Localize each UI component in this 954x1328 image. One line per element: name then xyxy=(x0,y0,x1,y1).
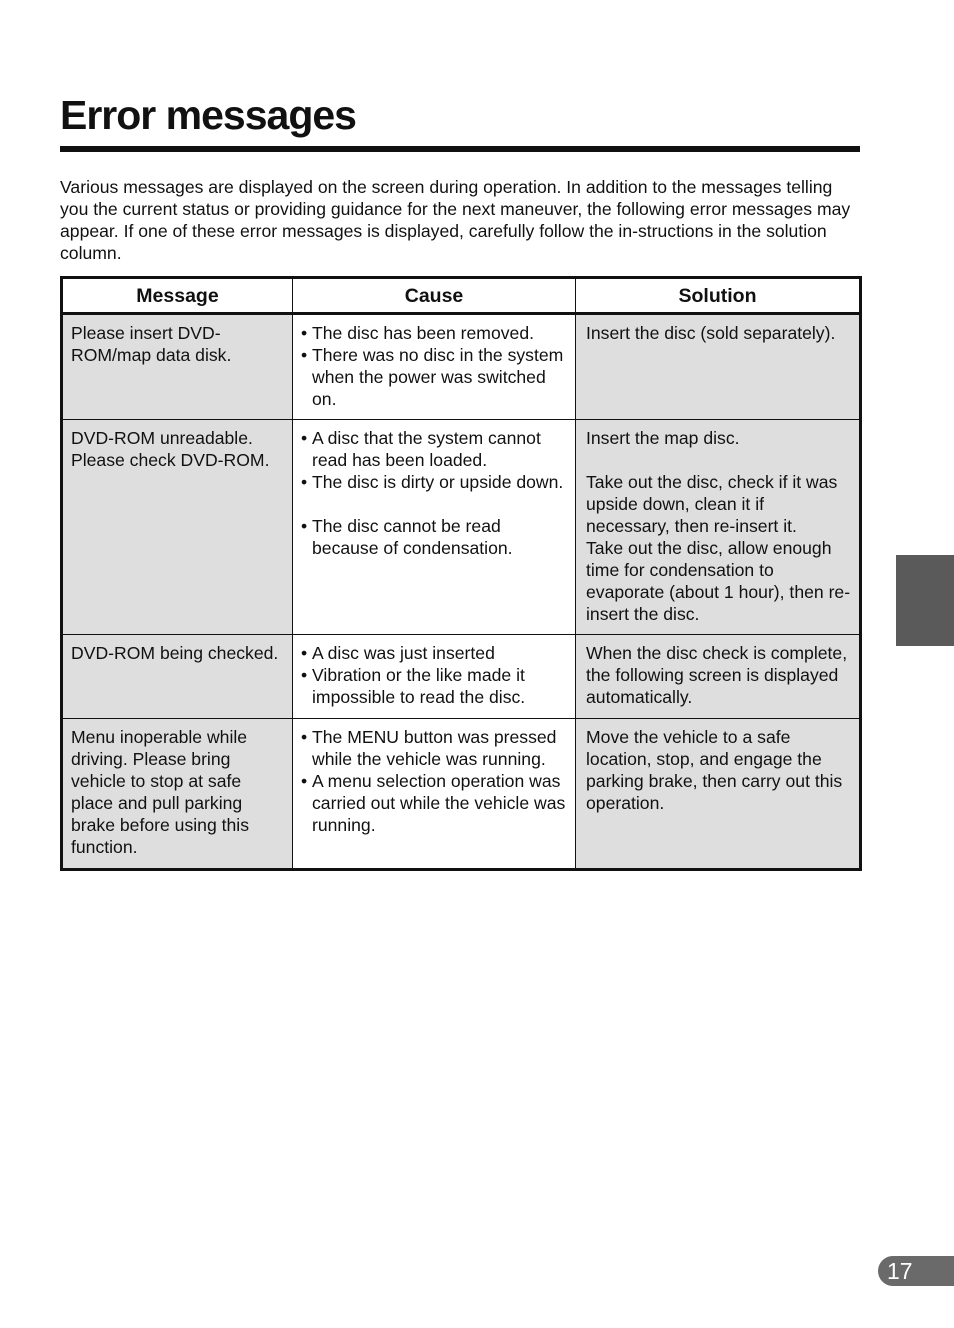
table-row xyxy=(62,314,861,420)
intro-paragraph: Various messages are displayed on the screen during operation. In addition to the messages telling you the current status or providing guidance for the next maneuver, the following error messages may appear. If one of these error messages is displayed, carefully follow the in-structions in the solution column. xyxy=(60,177,851,263)
cause-item: • A disc was just inserted xyxy=(301,642,567,664)
column-header-cause: Cause xyxy=(293,278,576,314)
cause-cell xyxy=(293,719,576,870)
message-cell: Menu inoperable while driving. Please bring vehicle to stop at safe place and pull parking brake before using this function. xyxy=(62,719,293,870)
cause-item: • The disc cannot be read because of condensation. xyxy=(301,515,567,559)
solution-text: When the disc check is complete, the following screen is displayed automatically. xyxy=(586,643,848,707)
cause-item: • A disc that the system cannot read has been loaded. xyxy=(301,427,567,471)
cause-cell xyxy=(293,635,576,719)
cause-item: • There was no disc in the system when the power was switched on. xyxy=(301,344,567,410)
solution-text: Move the vehicle to a safe location, stop, and engage the parking brake, then carry out this operation. xyxy=(586,727,843,813)
cause-item: • Vibration or the like made it impossible to read the disc. xyxy=(301,664,567,708)
message-cell: Please insert DVD-ROM/map data disk. xyxy=(62,314,293,420)
page-title: Error messages xyxy=(60,92,356,138)
error-messages-table xyxy=(60,276,862,871)
cause-item: • The disc is dirty or upside down. xyxy=(301,471,567,493)
column-header-solution: Solution xyxy=(576,278,861,314)
cause-item: • The disc has been removed. xyxy=(301,322,567,344)
message-cell: DVD-ROM being checked. xyxy=(62,635,293,719)
solution-text: Take out the disc, allow enough time for condensation to evaporate (about 1 hour), then re-insert the disc. xyxy=(586,538,851,624)
solution-text: Insert the disc (sold separately). xyxy=(586,323,836,343)
cause-item: • A menu selection operation was carried out while the vehicle was running. xyxy=(301,770,567,836)
solution-cell xyxy=(576,420,861,635)
solution-cell xyxy=(576,635,861,719)
solution-cell xyxy=(576,314,861,420)
table-row xyxy=(62,719,861,870)
page-number: 17 xyxy=(878,1256,954,1286)
table-row xyxy=(62,635,861,719)
title-divider xyxy=(60,146,860,152)
cause-item: • The MENU button was pressed while the vehicle was running. xyxy=(301,726,567,770)
message-cell: DVD-ROM unreadable. Please check DVD-ROM. xyxy=(62,420,293,635)
solution-text: Insert the map disc. xyxy=(586,428,740,448)
table-row xyxy=(62,420,861,635)
table-header-row xyxy=(62,278,861,314)
section-tab xyxy=(896,555,954,646)
cause-cell xyxy=(293,314,576,420)
solution-text: Take out the disc, check if it was upside down, clean it if necessary, then re-insert it. xyxy=(586,472,838,536)
solution-cell xyxy=(576,719,861,870)
cause-cell xyxy=(293,420,576,635)
column-header-message: Message xyxy=(62,278,293,314)
